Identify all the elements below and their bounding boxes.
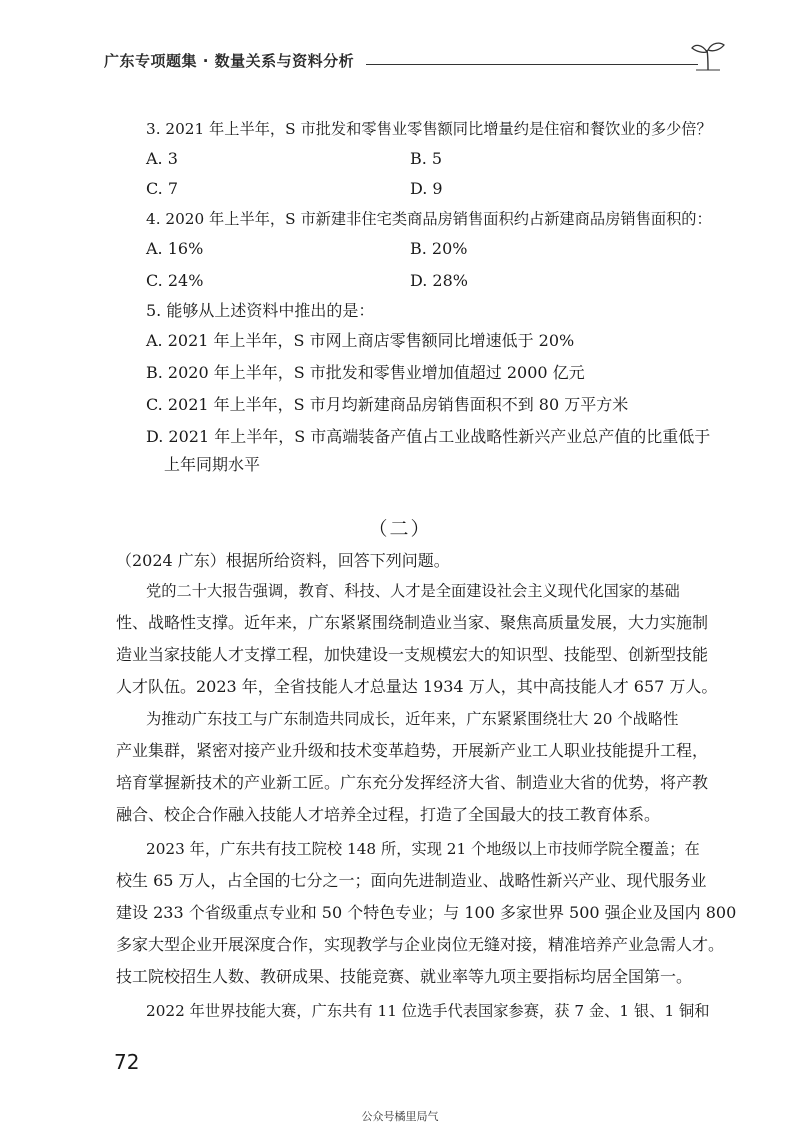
paragraph-line: 2023 年，广东共有技工院校 148 所，实现 21 个地级以上市技师学院全覆盖；在 xyxy=(146,840,700,858)
question-5-option-b: B. 2020 年上半年，S 市批发和零售业增加值超过 2000 亿元 xyxy=(146,363,585,382)
paragraph-line: 培育掌握新技术的产业新工匠。广东充分发挥经济大省、制造业大省的优势，将产教 xyxy=(116,773,709,792)
paragraph-line: 多家大型企业开展深度合作，实现教学与企业岗位无缝对接，精准培养产业急需人才。 xyxy=(116,935,725,954)
question-4-option-a: A. 16% xyxy=(146,239,204,258)
question-4-option-c: C. 24% xyxy=(146,271,204,290)
paragraph-line: 建设 233 个省级重点专业和 50 个特色专业；与 100 多家世界 500 强企业及国内 800 xyxy=(116,903,737,922)
question-5-stem: 5. 能够从上述资料中推出的是： xyxy=(146,301,375,320)
question-3-option-b: B. 5 xyxy=(410,149,443,168)
question-4-option-d: D. 28% xyxy=(410,271,468,290)
paragraph-line: 产业集群，紧密对接产业升级和技术变革趋势，开展新产业工人职业技能提升工程， xyxy=(116,741,709,760)
paragraph-line: 人才队伍。2023 年，全省技能人才总量达 1934 万人，其中高技能人才 657 万人。 xyxy=(116,677,718,696)
paragraph-line: 性、战略性支撑。近年来，广东紧紧围绕制造业当家、聚焦高质量发展，大力实施制 xyxy=(116,613,709,632)
question-5-option-a: A. 2021 年上半年，S 市网上商店零售额同比增速低于 20% xyxy=(146,331,575,350)
question-4-stem: 4. 2020 年上半年，S 市新建非住宅类商品房销售面积约占新建商品房销售面积的： xyxy=(146,210,712,228)
paragraph-line: 造业当家技能人才支撑工程，加快建设一支规模宏大的知识型、技能型、创新型技能 xyxy=(116,645,709,664)
question-5-option-c: C. 2021 年上半年，S 市月均新建商品房销售面积不到 80 万平方米 xyxy=(146,395,629,414)
running-header xyxy=(104,50,724,74)
paragraph-line: 党的二十大报告强调，教育、科技、人才是全面建设社会主义现代化国家的基础 xyxy=(146,582,680,600)
sprout-icon xyxy=(690,40,726,72)
section-title: （二） xyxy=(368,518,432,540)
question-5-option-d: D. 2021 年上半年，S 市高端装备产值占工业战略性新兴产业总产值的比重低于 xyxy=(146,427,711,446)
question-5-option-d-continuation: 上年同期水平 xyxy=(164,455,261,474)
question-3-option-c: C. 7 xyxy=(146,179,179,198)
paragraph-line: 2022 年世界技能大赛，广东共有 11 位选手代表国家参赛，获 7 金、1 银、1 铜和 xyxy=(146,1002,710,1020)
question-3-stem: 3. 2021 年上半年，S 市批发和零售业零售额同比增量约是住宿和餐饮业的多少倍？ xyxy=(146,120,712,138)
paragraph-line: 融合、校企合作融入技能人才培养全过程，打造了全国最大的技工教育体系。 xyxy=(116,805,661,824)
paragraph-line: 为推动广东技工与广东制造共同成长，近年来，广东紧紧围绕壮大 20 个战略性 xyxy=(146,710,679,728)
paragraph-line: 校生 65 万人，占全国的七分之一；面向先进制造业、战略性新兴产业、现代服务业 xyxy=(116,871,707,890)
question-4-option-b: B. 20% xyxy=(410,239,468,258)
section-intro: （2024 广东）根据所给资料，回答下列问题。 xyxy=(116,551,450,570)
page-number: 72 xyxy=(114,1050,140,1074)
question-3-option-a: A. 3 xyxy=(146,149,178,168)
watermark: 公众号橘里局气 xyxy=(361,1110,439,1123)
book-title: 广东专项题集 · 数量关系与资料分析 xyxy=(104,52,355,70)
header-rule xyxy=(366,64,698,65)
question-3-option-d: D. 9 xyxy=(410,179,443,198)
paragraph-line: 技工院校招生人数、教研成果、技能竞赛、就业率等九项主要指标均居全国第一。 xyxy=(116,967,693,986)
